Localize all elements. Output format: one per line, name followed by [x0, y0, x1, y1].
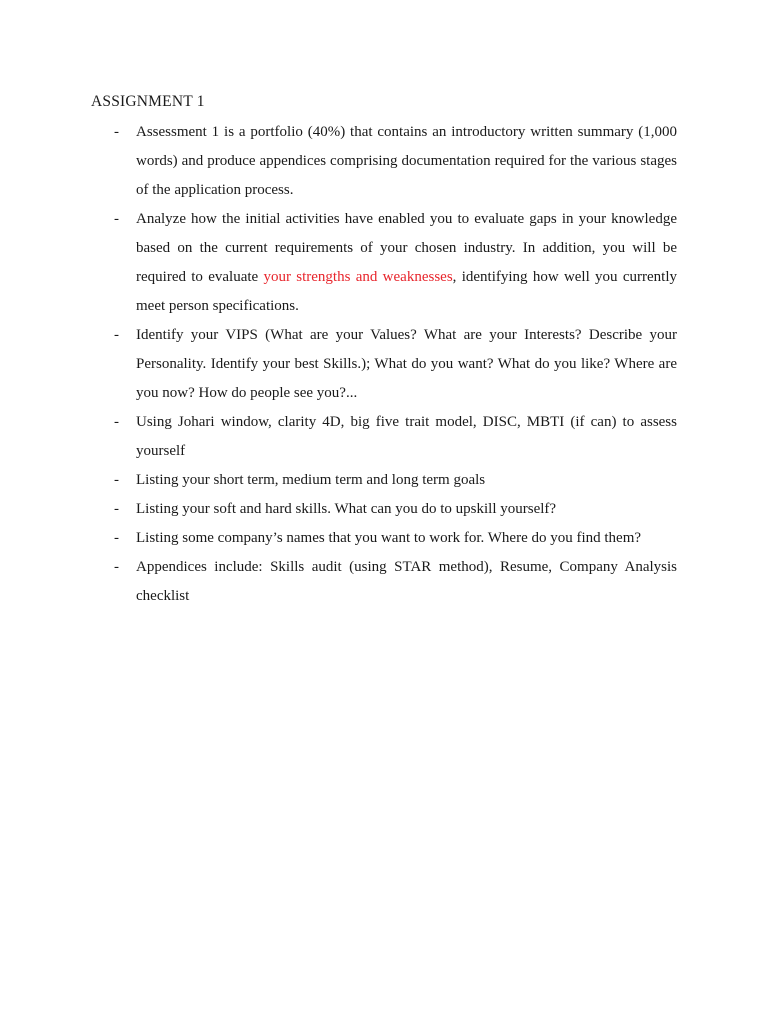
list-item	[0, 321, 768, 408]
list-item	[0, 524, 768, 553]
bullet-dash: -	[114, 414, 119, 430]
list-item	[0, 553, 768, 611]
bullet-dash: -	[114, 559, 119, 575]
bullet-dash: -	[114, 327, 119, 343]
list-item-text: Listing your soft and hard skills. What can you do to upskill yourself?	[136, 501, 557, 517]
list-item-text: Identify your VIPS (What are your Values? What are your Interests? Describe your Personality. Identify your best Skills.); What do you want? What do you like? Where are you now? How do people see you?...	[136, 327, 677, 401]
assignment-heading: ASSIGNMENT 1	[91, 93, 205, 110]
list-item-text: Appendices include: Skills audit (using STAR method), Resume, Company Analysis checklist	[136, 559, 677, 604]
list-item	[0, 495, 768, 524]
bullet-dash: -	[114, 124, 119, 140]
list-item	[0, 118, 768, 205]
list-item-text-after: , identifying how well you currently meet person specifications.	[136, 269, 677, 314]
list-item	[0, 466, 768, 495]
list-item-text-before: Analyze how the initial activities have enabled you to evaluate gaps in your knowledge based on the current requirements of your chosen industry. In addition, you will be required to evaluate	[136, 211, 677, 285]
list-item-text: Using Johari window, clarity 4D, big five trait model, DISC, MBTI (if can) to assess yourself	[136, 414, 677, 459]
bullet-dash: -	[114, 530, 119, 546]
bullet-dash: -	[114, 472, 119, 488]
highlighted-text: your strengths and weaknesses	[263, 269, 453, 285]
list-item-text: Assessment 1 is a portfolio (40%) that contains an introductory written summary (1,000 words) and produce appendices comprising documentation required for the various stages of the application process.	[136, 124, 677, 198]
bullet-dash: -	[114, 211, 119, 227]
list-item	[0, 205, 768, 321]
assignment-requirements-list	[0, 118, 768, 611]
list-item-text	[136, 205, 677, 321]
list-item	[0, 408, 768, 466]
bullet-dash: -	[114, 501, 119, 517]
list-item-text: Listing your short term, medium term and long term goals	[136, 472, 486, 488]
list-item-text: Listing some company’s names that you want to work for. Where do you find them?	[136, 530, 642, 546]
